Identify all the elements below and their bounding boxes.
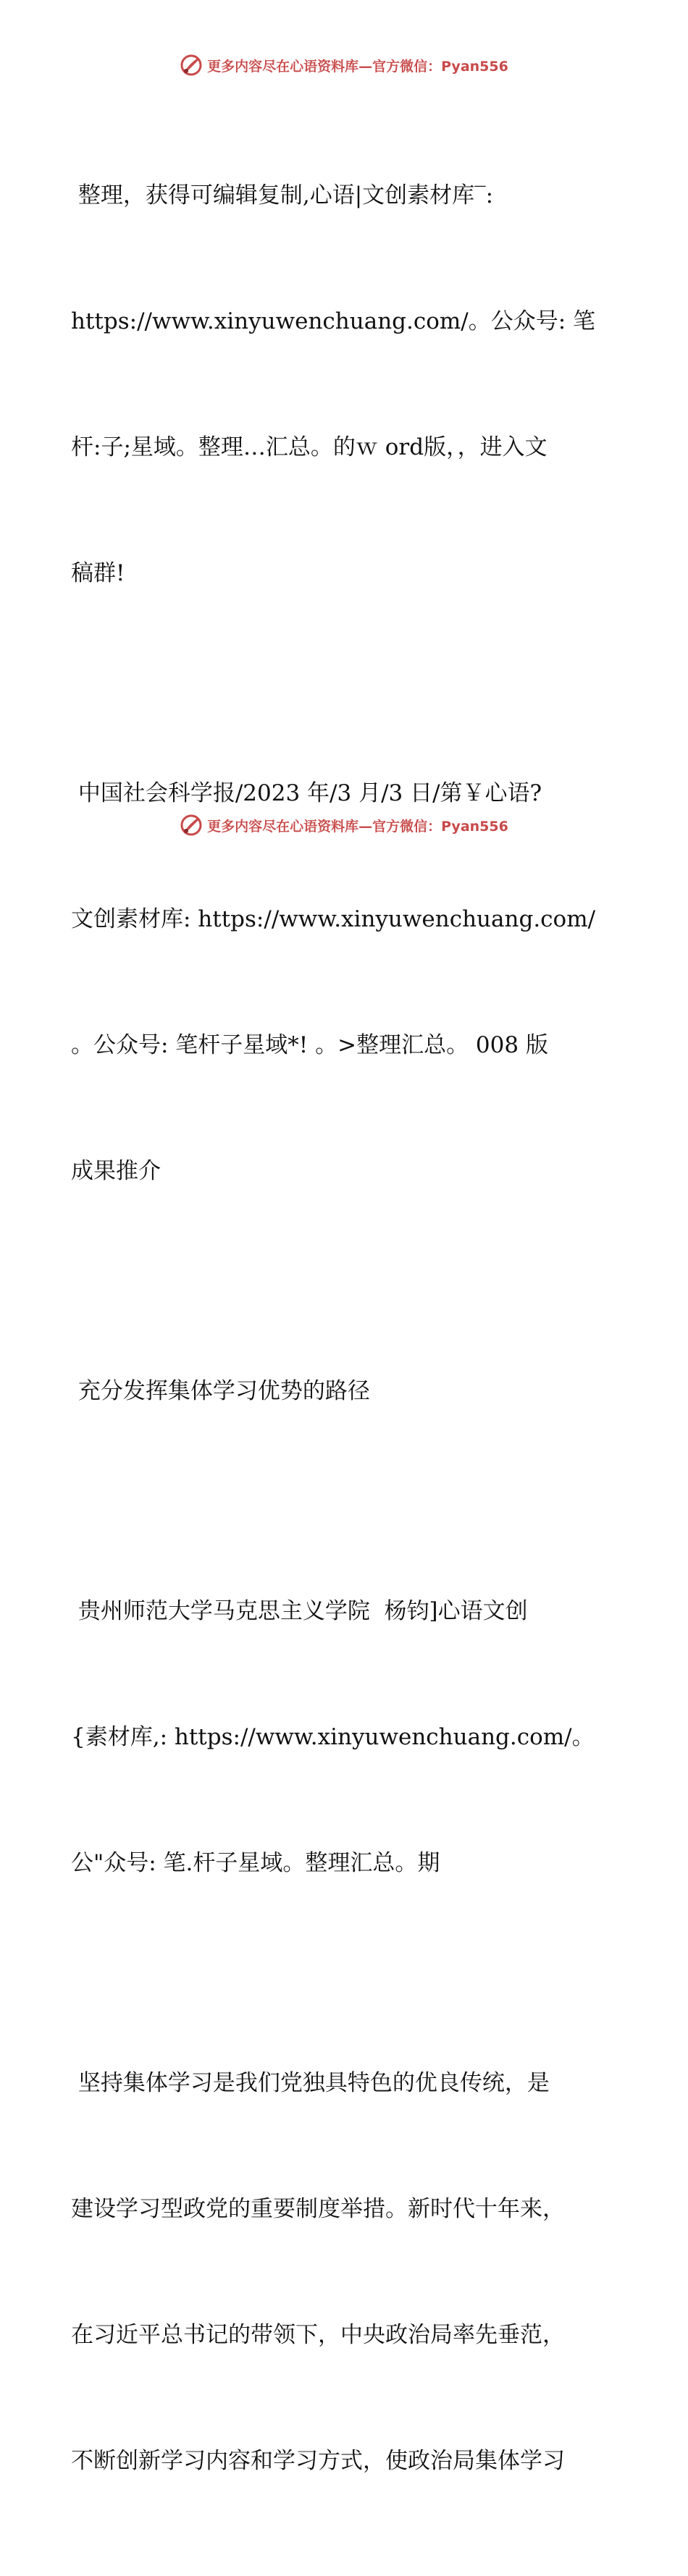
text-line: https://www.xinyuwenchuang.com/。公众号: 笔 (71, 308, 596, 334)
watermark-text: 更多内容尽在心语资料库—官方微信：Pyan556 (207, 818, 508, 835)
text-line: 。公众号: 笔杆子星域*! 。>整理汇总。 008 版 (71, 1032, 548, 1058)
text-line: 文创素材库: https://www.xinyuwenchuang.com/ (71, 906, 596, 932)
text-line: {素材库,: https://www.xinyuwenchuang.com/。 (71, 1724, 595, 1750)
text-line: 不断创新学习内容和学习方式，使政治局集体学习 (71, 2448, 565, 2474)
text-line: 贵州师范大学马克思主义学院 杨钧]心语文创 (71, 1598, 528, 1624)
header-watermark (0, 51, 688, 80)
text-line: 公"众号: 笔.杆子星域。整理汇总。期 (71, 1850, 440, 1876)
paragraph-intro (71, 90, 621, 678)
text-line: 建设学习型政党的重要制度举措。新时代十年来， (71, 2196, 565, 2222)
paragraph-title (71, 1286, 621, 1496)
text-line: 坚持集体学习是我们党独具特色的优良传统，是 (71, 2070, 550, 2096)
text-line: 在习近平总书记的带领下，中央政治局率先垂范， (71, 2322, 565, 2348)
document-body (71, 90, 621, 2576)
text-line: 成果推介 (71, 1158, 161, 1184)
paragraph-source (71, 688, 621, 1276)
brush-logo-icon (180, 54, 203, 77)
text-line: 杆:子;星域。整理…汇总。的ｗ ord版，，进入文 (71, 434, 548, 460)
paragraph-body (71, 1978, 621, 2566)
footer-watermark (0, 811, 688, 840)
text-line: 稿群! (71, 560, 125, 586)
text-line: 整理，获得可编辑复制,心语|文创素材库‾: (71, 182, 494, 208)
brush-logo-icon (180, 814, 203, 837)
watermark-text: 更多内容尽在心语资料库—官方微信：Pyan556 (207, 58, 508, 75)
article-title: 充分发挥集体学习优势的路径 (71, 1378, 370, 1404)
text-line: 中国社会科学报/2023 年/3 月/3 日/第￥心语? (71, 780, 542, 806)
paragraph-author (71, 1506, 621, 1968)
